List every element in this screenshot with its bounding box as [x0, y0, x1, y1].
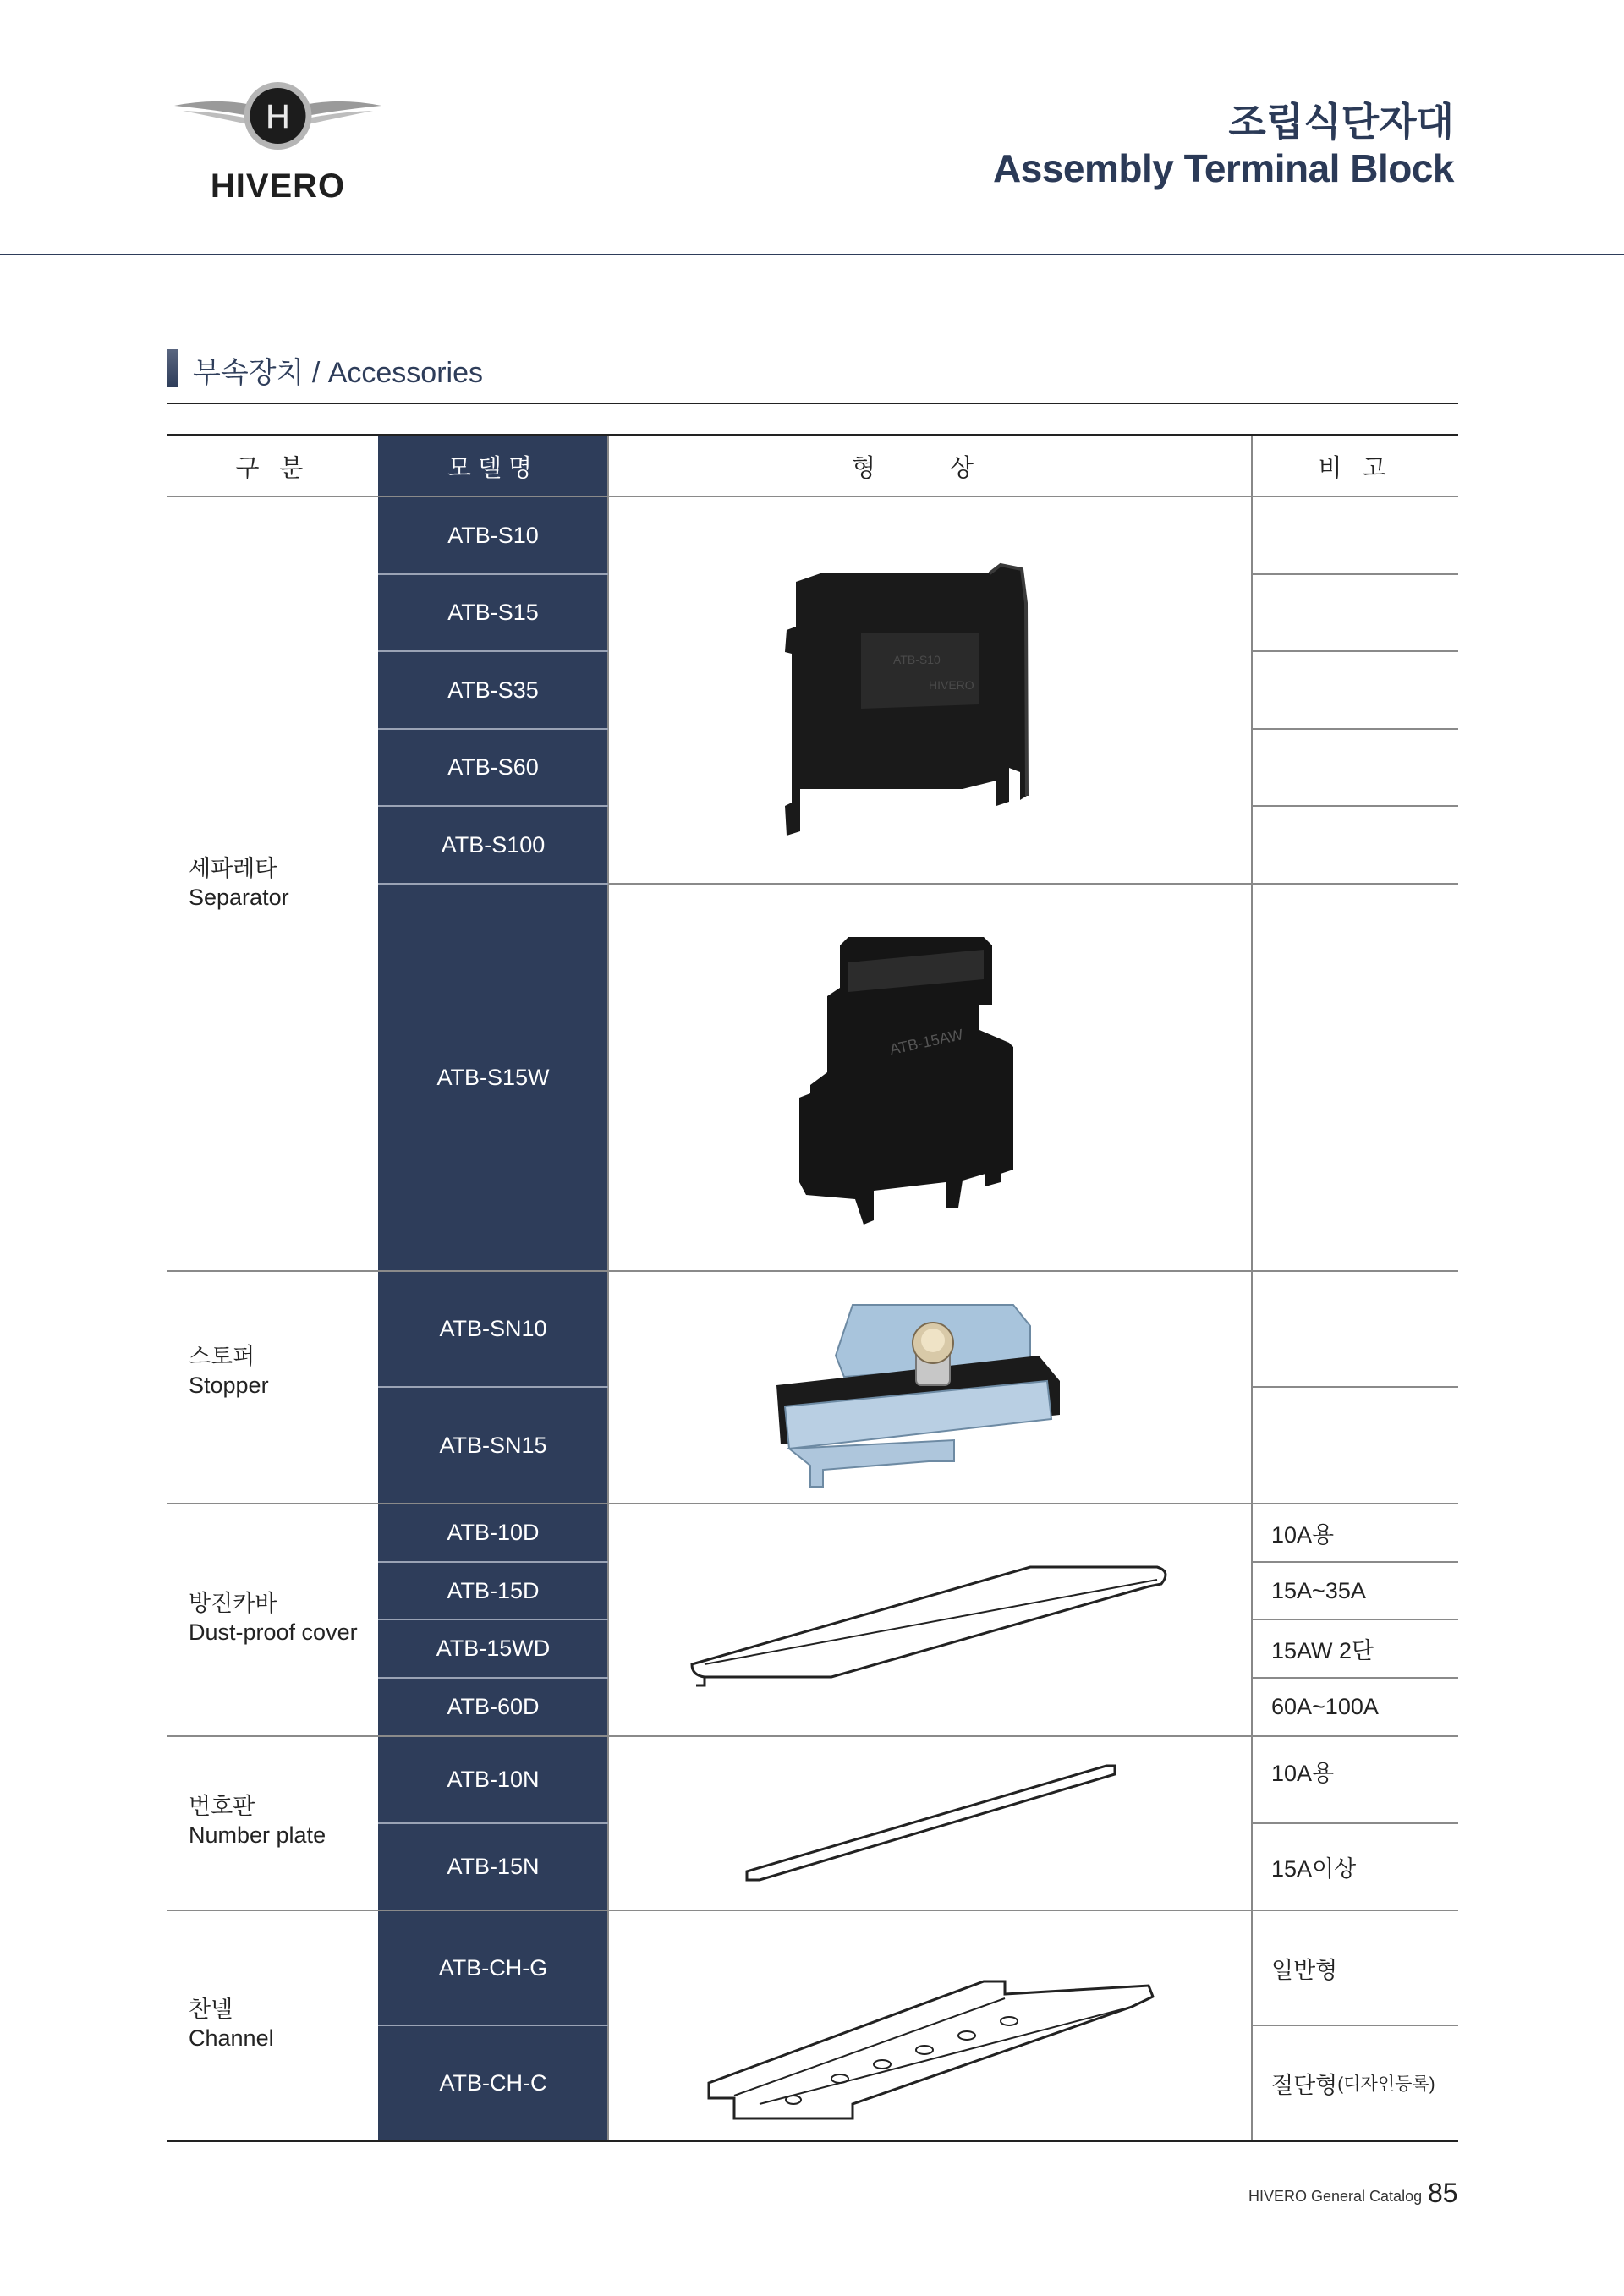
page-number: 85: [1428, 2178, 1458, 2208]
category-label-ko: 스토퍼: [189, 1344, 255, 1369]
model-cell: ATB-60D: [447, 1694, 540, 1719]
category-stopper: [189, 1342, 269, 1400]
group-divider: [167, 1735, 1458, 1737]
remark-cell: 10A용: [1271, 1522, 1335, 1548]
model-cell: ATB-10N: [447, 1767, 540, 1792]
row-divider: [608, 883, 1458, 885]
group-divider: [167, 1503, 1458, 1504]
category-label-en: Separator: [189, 885, 289, 910]
table-bottom-rule: [167, 2140, 1458, 2142]
remark-text: 절단형: [1271, 2072, 1338, 2098]
model-cell: ATB-S100: [441, 831, 546, 858]
remark-suffix: (디자인등록): [1337, 2074, 1435, 2094]
row-divider: [1253, 1386, 1458, 1388]
category-number-plate: [189, 1792, 326, 1849]
model-cell: ATB-15WD: [436, 1636, 551, 1661]
model-cell: ATB-15D: [447, 1577, 540, 1603]
remark-cell: 15A이상: [1271, 1856, 1357, 1882]
section-title: 부속장치 / Accessories: [193, 357, 483, 389]
category-label-ko: 번호판: [189, 1794, 255, 1819]
header-shape: 형 상: [851, 454, 1008, 482]
dust-cover-image: [688, 1559, 1178, 1694]
model-cell: ATB-CH-C: [439, 2069, 547, 2096]
category-label-ko: 세파레타: [189, 856, 277, 881]
row-divider: [1253, 573, 1458, 575]
model-cell: ATB-S10: [447, 522, 539, 548]
model-cell: ATB-SN15: [439, 1432, 547, 1458]
model-cell: ATB-S60: [447, 754, 539, 780]
model-cell: ATB-10D: [447, 1520, 540, 1545]
logo-wordmark: HIVERO: [210, 167, 346, 205]
page-title-english: Assembly Terminal Block: [993, 146, 1454, 190]
model-cell: ATB-S35: [447, 677, 539, 703]
stopper-image: [760, 1296, 1081, 1495]
category-label-en: Channel: [189, 2025, 274, 2051]
group-divider: [167, 1270, 1458, 1272]
row-divider: [1253, 805, 1458, 807]
wide-separator-image: [789, 929, 1034, 1250]
row-divider: [1253, 728, 1458, 730]
category-separator: [189, 854, 289, 912]
group-divider: [167, 1910, 1458, 1911]
header-category: 구 분: [235, 454, 310, 482]
column-divider: [1251, 436, 1253, 2140]
channel-image: [700, 1964, 1174, 2125]
category-label-en: Number plate: [189, 1822, 326, 1848]
separator-emboss-brand: HIVERO: [929, 678, 974, 692]
header-remark: 비 고: [1318, 454, 1393, 482]
category-label-en: Stopper: [189, 1373, 269, 1398]
section-divider: [167, 403, 1458, 404]
footer-catalog-name: HIVERO General Catalog: [1248, 2188, 1423, 2205]
remark-cell: 10A용: [1271, 1760, 1335, 1786]
remark-cell: 15AW 2단: [1271, 1638, 1374, 1663]
logo-letter: H: [266, 98, 290, 135]
category-label-ko: 방진카바: [189, 1591, 277, 1616]
category-channel: [189, 1995, 274, 2052]
model-cell: ATB-15N: [447, 1854, 540, 1879]
remark-cell: 15A~35A: [1271, 1577, 1366, 1603]
model-cell: ATB-SN10: [439, 1316, 547, 1341]
category-dust-proof-cover: [189, 1589, 358, 1647]
remark-cell: 60A~100A: [1271, 1694, 1379, 1719]
header-model: 모델명: [447, 454, 540, 482]
number-plate-image: [743, 1762, 1132, 1888]
page-title-korean: 조립식단자대: [1228, 100, 1454, 144]
row-divider: [167, 496, 1458, 497]
model-cell: ATB-S15W: [436, 1064, 550, 1090]
remark-cell: 일반형: [1271, 1957, 1338, 1983]
category-label-en: Dust-proof cover: [189, 1619, 358, 1645]
remark-cell: [1271, 2026, 1435, 2140]
row-divider: [1253, 650, 1458, 652]
separator-emboss-text: ATB-S10: [893, 653, 941, 666]
header-divider: [0, 254, 1624, 255]
model-cell: ATB-CH-G: [438, 1954, 548, 1981]
separator-image: [768, 552, 1039, 844]
category-label-ko: 찬넬: [189, 1997, 233, 2022]
wide-separator-emboss: ATB-15AW: [888, 1026, 965, 1059]
accessories-table: [167, 434, 1458, 2142]
section-marker: [167, 349, 178, 387]
model-cell: ATB-S15: [447, 600, 539, 625]
